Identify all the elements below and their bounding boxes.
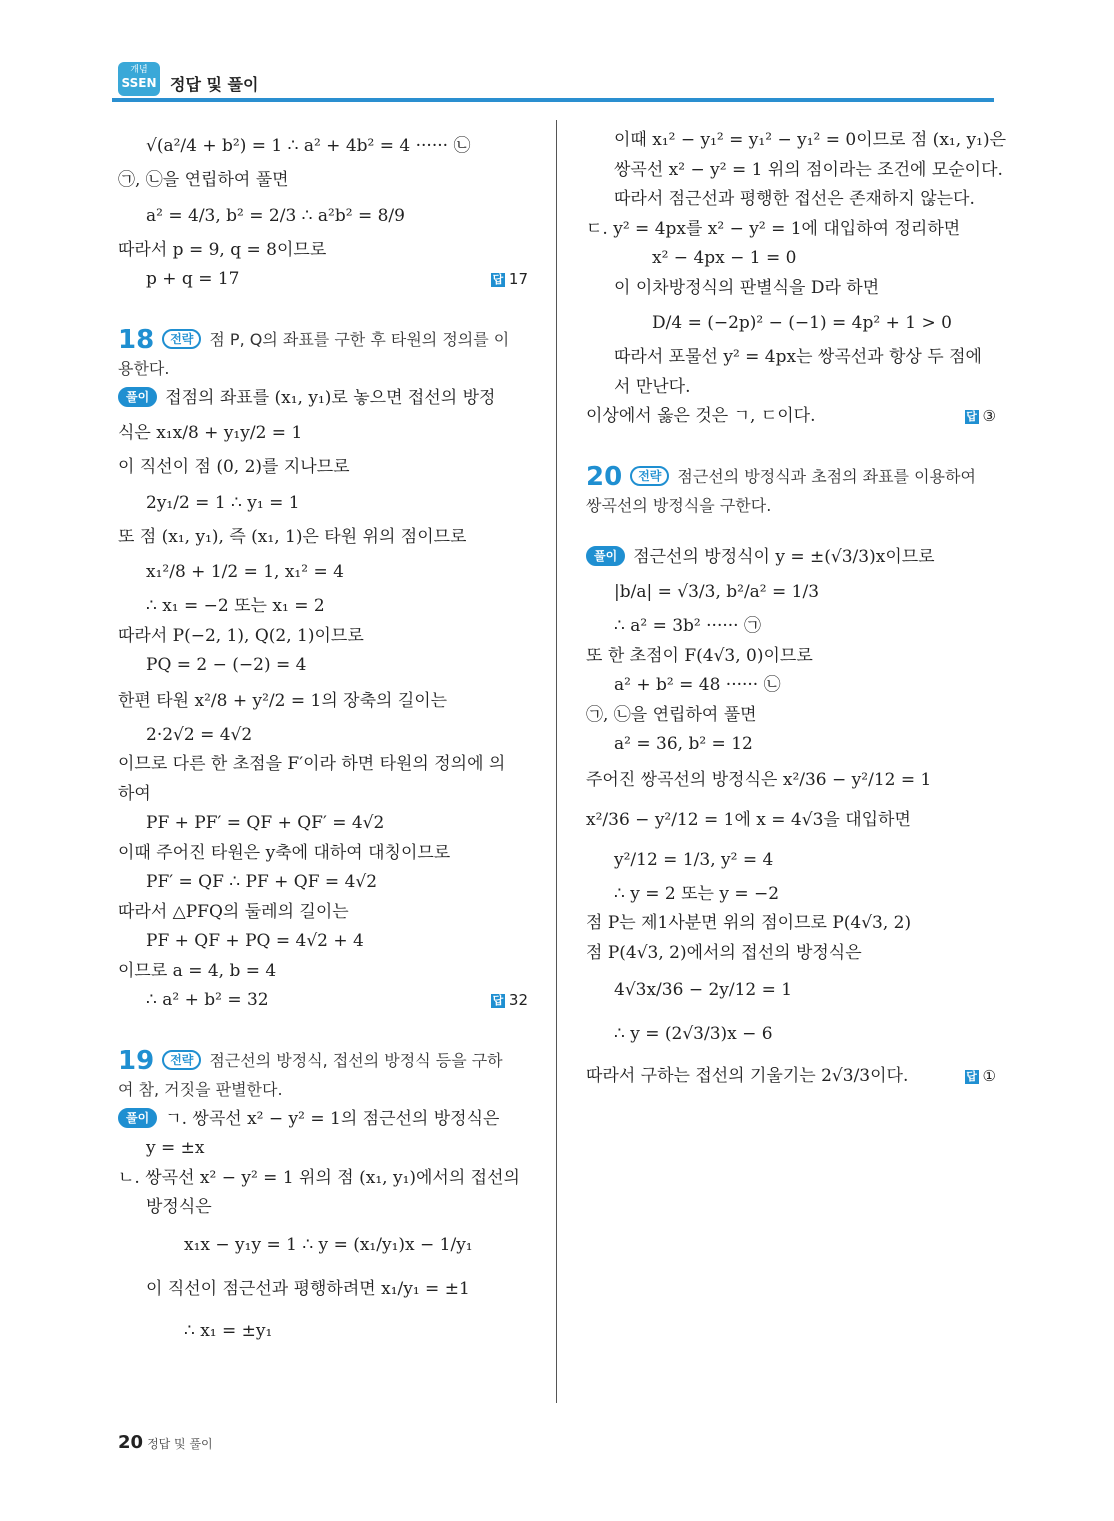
math-line: a² = 4/3, b² = 2/3 ∴ a²b² = 8/9 xyxy=(146,205,405,226)
text-line: 이때 주어진 타원은 y축에 대하여 대칭이므로 xyxy=(118,842,451,863)
math-line: PF + PF′ = QF + QF′ = 4√2 xyxy=(146,813,385,833)
problem-19-strategy: 19 전략 점근선의 방정식, 접선의 방정식 등을 구하 xyxy=(118,1045,503,1076)
page-footer xyxy=(118,1432,213,1453)
answer-mark-icon: 답 xyxy=(966,1070,977,1083)
page-header xyxy=(112,60,994,104)
column-divider xyxy=(556,120,557,1403)
text-line: 이므로 다른 한 초점을 F′이라 하면 타원의 정의에 의 xyxy=(118,754,506,774)
text-line: 서 만난다. xyxy=(614,376,691,397)
math-line: y = ±x xyxy=(146,1138,205,1158)
problem-number: 19 xyxy=(118,1045,155,1076)
math-line: 이 직선이 점근선과 평행하려면 x₁/y₁ = ±1 xyxy=(146,1278,470,1299)
math-line: 2·2√2 = 4√2 xyxy=(146,724,253,745)
math-line: ∴ a² = 3b² ······ ㉠ xyxy=(614,616,761,636)
strategy-tag: 전략 xyxy=(162,329,201,349)
text-line: ㉠, ㉡을 연립하여 풀면 xyxy=(586,704,757,725)
text-line: 이때 x₁² − y₁² = y₁² − y₁² = 0이므로 점 (x₁, y₁)은 xyxy=(614,130,1007,150)
text-line: 따라서 p = 9, q = 8이므로 xyxy=(118,239,327,260)
text-line: 또 한 초점이 F(4√3, 0)이므로 xyxy=(586,645,813,666)
brand-logo: 개념 SSEN xyxy=(118,62,160,96)
answer-mark-icon: 답 xyxy=(492,273,504,286)
math-line: PQ = 2 − (−2) = 4 xyxy=(146,655,307,675)
left-column xyxy=(118,126,528,1351)
text-line: 쌍곡선의 방정식을 구한다. xyxy=(586,496,772,515)
text-line: 또 점 (x₁, y₁), 즉 (x₁, 1)은 타원 위의 점이므로 xyxy=(118,526,467,547)
math-line: 2y₁/2 = 1 ∴ y₁ = 1 xyxy=(146,492,300,513)
math-line: ∴ x₁ = ±y₁ xyxy=(184,1320,273,1341)
text-line: x²/36 − y²/12 = 1에 x = 4√3을 대입하면 xyxy=(586,809,911,830)
math-line: a² + b² = 48 ······ ㉡ xyxy=(614,675,781,695)
math-line: ∴ a² + b² = 32 답 32 xyxy=(118,986,528,1016)
math-line: 4√3x/36 − 2y/12 = 1 xyxy=(614,980,793,1000)
strategy-tag: 전략 xyxy=(162,1050,201,1070)
math-line: x₁x − y₁y = 1 ∴ y = (x₁/y₁)x − 1/y₁ xyxy=(184,1234,473,1255)
solution-tag: 풀이 xyxy=(586,546,625,566)
page-number: 20 xyxy=(118,1432,144,1453)
math-line: ∴ x₁ = −2 또는 x₁ = 2 xyxy=(146,596,325,616)
problem-18-solution: 풀이 접점의 좌표를 (x₁, y₁)로 놓으면 접선의 방정 xyxy=(118,384,528,414)
text-line: 쌍곡선 x² − y² = 1 위의 점이라는 조건에 모순이다. xyxy=(614,159,1003,180)
math-line: PF + QF + PQ = 4√2 + 4 xyxy=(146,931,364,951)
text-line: 주어진 쌍곡선의 방정식은 x²/36 − y²/12 = 1 xyxy=(586,769,932,790)
answer-32: 답 32 xyxy=(492,991,528,1009)
answer-3: 답 ③ xyxy=(966,407,996,425)
text-line: 따라서 P(−2, 1), Q(2, 1)이므로 xyxy=(118,625,364,646)
text-line: 이 이차방정식의 판별식을 D라 하면 xyxy=(614,277,880,298)
text-line: 따라서 구하는 접선의 기울기는 2√3/3이다. 답 ① xyxy=(586,1056,996,1096)
math-line: x₁²/8 + 1/2 = 1, x₁² = 4 xyxy=(146,562,344,582)
text-line: 이상에서 옳은 것은 ㄱ, ㄷ이다. 답 ③ xyxy=(586,402,996,432)
header-rule xyxy=(112,98,994,102)
text-line: 용한다. xyxy=(118,359,170,378)
math-line: a² = 36, b² = 12 xyxy=(614,734,753,754)
answer-mark-icon: 답 xyxy=(492,994,504,1007)
text-line: 이므로 a = 4, b = 4 xyxy=(118,960,277,981)
solution-tag: 풀이 xyxy=(118,387,157,407)
math-line: x² − 4px − 1 = 0 xyxy=(652,248,797,268)
math-line: ∴ y = (2√3/3)x − 6 xyxy=(614,1024,773,1044)
text-line: 따라서 점근선과 평행한 접선은 존재하지 않는다. xyxy=(614,189,975,209)
text-line: ㄴ. 쌍곡선 x² − y² = 1 위의 점 (x₁, y₁)에서의 접선의 xyxy=(118,1167,520,1188)
problem-number: 20 xyxy=(586,461,623,492)
answer-mark-icon: 답 xyxy=(966,410,977,423)
text-line: 방정식은 xyxy=(146,1197,212,1217)
answer-1: 답 ① xyxy=(966,1067,996,1085)
problem-20-strategy: 20 전략 점근선의 방정식과 초점의 좌표를 이용하여 xyxy=(586,461,976,492)
math-line: D/4 = (−2p)² − (−1) = 4p² + 1 > 0 xyxy=(652,313,952,333)
text-line: 한편 타원 x²/8 + y²/2 = 1의 장축의 길이는 xyxy=(118,690,448,711)
text-line: 점 P(4√3, 2)에서의 접선의 방정식은 xyxy=(586,942,862,963)
math-line: √(a²/4 + b²) = 1 ∴ a² + 4b² = 4 ······ ㉡ xyxy=(146,136,471,156)
text-line: 여 참, 거짓을 판별한다. xyxy=(118,1080,283,1099)
problem-20-solution: 풀이 점근선의 방정식이 y = ±(√3/3)x이므로 xyxy=(586,543,996,573)
text-line: ㉠, ㉡을 연립하여 풀면 xyxy=(118,170,289,190)
footer-section: 정답 및 풀이 xyxy=(147,1437,213,1451)
text-line: 따라서 △PFQ의 둘레의 길이는 xyxy=(118,901,349,922)
strategy-tag: 전략 xyxy=(630,466,669,486)
math-line: PF′ = QF ∴ PF + QF = 4√2 xyxy=(146,872,378,892)
right-column xyxy=(586,126,1007,1096)
text-line: 점 P는 제1사분면 위의 점이므로 P(4√3, 2) xyxy=(586,913,912,933)
problem-19-solution: 풀이 ㄱ. 쌍곡선 x² − y² = 1의 점근선의 방정식은 xyxy=(118,1105,528,1135)
text-line: 이 직선이 점 (0, 2)를 지나므로 xyxy=(118,457,350,477)
text-line: ㄷ. y² = 4px를 x² − y² = 1에 대입하여 정리하면 xyxy=(586,218,961,239)
math-line: 식은 x₁x/8 + y₁y/2 = 1 xyxy=(118,423,303,443)
text-line: 따라서 포물선 y² = 4px는 쌍곡선과 항상 두 점에 xyxy=(614,347,982,367)
header-title: 정답 및 풀이 xyxy=(170,75,259,94)
math-line: ∴ y = 2 또는 y = −2 xyxy=(614,883,780,904)
math-line: |b/a| = √3/3, b²/a² = 1/3 xyxy=(614,582,820,602)
text-line: 하여 xyxy=(118,783,151,804)
answer-17: 답 17 xyxy=(492,270,528,288)
solution-tag: 풀이 xyxy=(118,1108,157,1128)
math-line: p + q = 17 답 17 xyxy=(118,265,528,295)
math-line: y²/12 = 1/3, y² = 4 xyxy=(614,849,774,870)
problem-18-strategy: 18 전략 점 P, Q의 좌표를 구한 후 타원의 정의를 이 xyxy=(118,324,510,355)
problem-number: 18 xyxy=(118,324,155,355)
